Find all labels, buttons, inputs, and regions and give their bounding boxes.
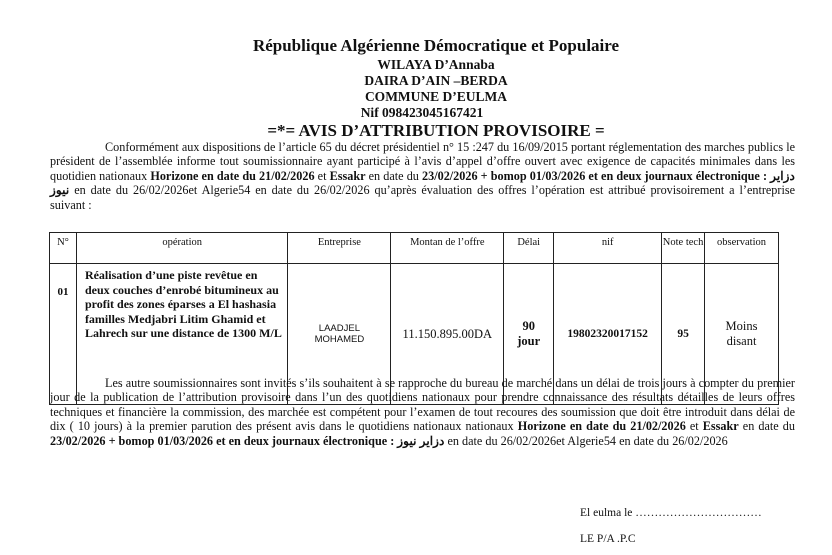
republic-heading: République Algérienne Démocratique et Populaire: [252, 36, 620, 55]
cell-operation: Réalisation d’une piste revêtue en deux couches d’enrobé bitumineux au profit des zones éparses a El hashasia familles Medjabri Litim Ghamid et Lahrech sur une distance de 1300 M/L: [76, 264, 288, 405]
col-header-observation: observation: [705, 233, 779, 264]
cell-observation: Moins disant: [705, 264, 779, 405]
commune-line: COMMUNE D’EULMA: [364, 89, 508, 104]
col-header-num: N°: [50, 233, 77, 264]
col-header-nif: nif: [554, 233, 662, 264]
cell-entreprise: LAADJEL MOHAMED: [288, 264, 391, 405]
col-header-entreprise: Entreprise: [288, 233, 391, 264]
outro-essakr: Essakr: [702, 419, 739, 434]
cell-montant: 11.150.895.00DA: [391, 264, 504, 405]
intro-paragraph: [50, 140, 795, 212]
intro-and: et: [314, 168, 330, 183]
daira-line: DAIRA D’AIN –BERDA: [364, 73, 508, 88]
cell-note: 95: [662, 264, 705, 405]
outro-paragraph: [50, 376, 795, 448]
col-header-montant: Montan de l’offre: [391, 233, 504, 264]
page-title: =*= AVIS D’ATTRIBUTION PROVISOIRE =: [267, 121, 605, 140]
outro-and: et: [685, 419, 703, 434]
intro-essakr: Essakr: [329, 168, 366, 183]
signature-authority: LE P/A .P.C: [580, 533, 636, 545]
intro-dates: 23/02/2026 + bomop 01/03/2026 et en deux journaux électronique : دزاير نيوز: [50, 168, 795, 198]
nif-line: Nif 098423045167421: [360, 105, 484, 120]
intro-essakr-date: en date du: [365, 168, 423, 183]
intro-text: Conformément aux dispositions de l’article 65 du décret présidentiel n° 15 :247 du 16/09/2015 portant réglementation des marches publics le président de l’assemblée informe tout soumissionnaire ayant participé à l’avis d’appel d’offre ouvert avec exigence de capacités minimales dans les quotidien nationaux: [50, 140, 795, 183]
cell-delai: 90 jour: [504, 264, 554, 405]
col-header-operation: opération: [76, 233, 288, 264]
outro-horizone: Horizone en date du 21/02/2026: [517, 419, 686, 434]
col-header-note: Note tech: [662, 233, 705, 264]
outro-essakr-date: en date du: [738, 419, 795, 434]
intro-horizone: Horizone en date du 21/02/2026: [150, 168, 315, 183]
outro-rest: en date du 26/02/2026et Algerie54 en date du 26/02/2026: [444, 433, 728, 448]
cell-nif: 19802320017152: [554, 264, 662, 405]
intro-rest: en date du 26/02/2026et Algerie54 en date du 26/02/2026 qu’après évaluation des offres l’opération est attribué provisoirement a l’entreprise suivant :: [50, 183, 795, 212]
outro-dates: 23/02/2026 + bomop 01/03/2026 et en deux journaux électronique : دزاير نيوز: [50, 433, 445, 448]
wilaya-line: WILAYA D’Annaba: [377, 57, 495, 72]
col-header-delai: Délai: [504, 233, 554, 264]
cell-num: 01: [50, 264, 77, 405]
table-header-row: [50, 233, 779, 264]
signature-place-date: El eulma le ……………………………: [580, 507, 762, 519]
outro-text: Les autre soumissionnaires sont invités s’ils souhaitent à se rapproche du bureau de marché dans un délai de trois jours à compter du premier jour de la publication de l’attribution provisoire dans l’un des quotidiens nationaux pour prendre connaissance des résultats détailles de leurs offres techniques et financière la commission, des marchée est compétent pour l’examen de tout recoures des soumission que doit être introduit dans délai de dix ( 10 jours) à la premier parution des présent avis dans le quotidiens nationaux nationaux: [50, 376, 795, 434]
